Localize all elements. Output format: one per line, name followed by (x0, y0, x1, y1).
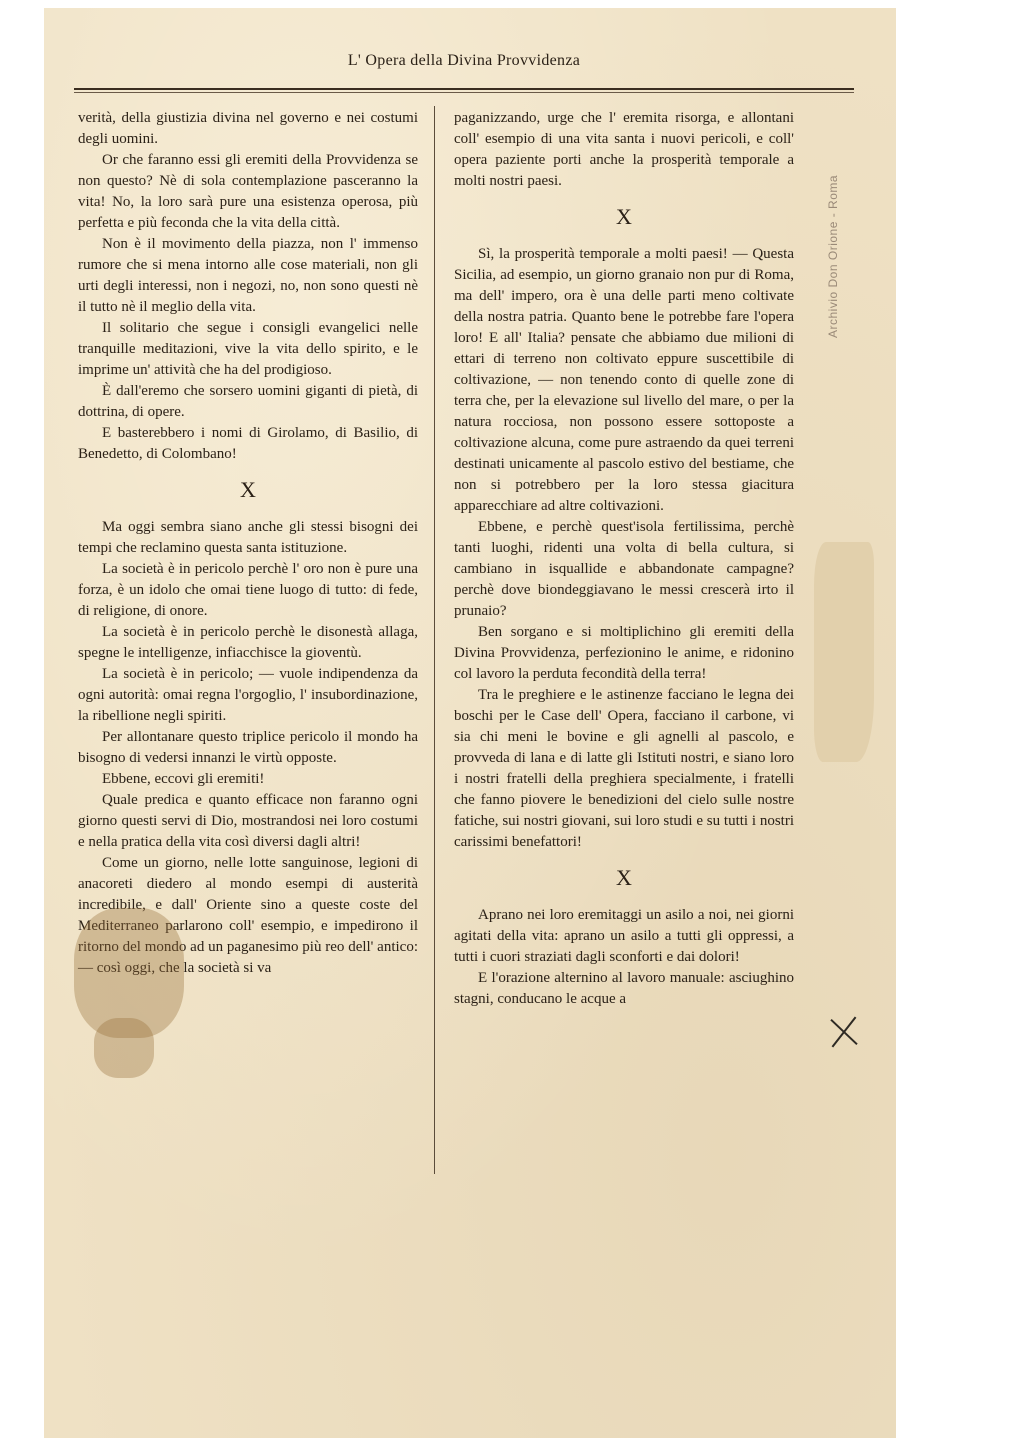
paragraph: Or che faranno essi gli eremiti della Provvidenza se non questo? Nè di sola contemplazione pasceranno la vita! No, la loro sarà pure una esistenza operosa, più perfetta e più feconda che la vita della città. (78, 152, 418, 231)
paragraph: paganizzando, urge che l' eremita risorga, e allontani coll' esempio di una vita santa i nuovi pericoli, e coll' opera paziente porti anche la prosperità temporale a molti nostri paesi. (454, 110, 794, 189)
paragraph: Quale predica e quanto efficace non faranno ogni giorno questi servi di Dio, mostrandosi nei loro costumi e nella pratica della vita così diversi dagli altri! (78, 792, 418, 850)
archive-stamp: Archivio Don Orione - Roma (826, 174, 840, 338)
section-separator: X (616, 204, 632, 229)
paragraph: Aprano nei loro eremitaggi un asilo a noi, nei giorni agitati della vita: aprano un asilo a tutti gli oppressi, a tutti i cuori straziati dagli sconforti e dai dolori! (454, 907, 794, 965)
paragraph: Sì, la prosperità temporale a molti paesi! — Questa Sicilia, ad esempio, un giorno granaio non pur di Roma, ma dell' impero, ora è una delle parti meno coltivate della nostra patria. Quanto bene le potrebbe fare l'opera loro! E all' Italia? pensate che abbiamo due milioni di ettari di terreno non coltivato eppure suscettibile di coltivazione, — non tenendo conto di quelle zone di terra che, per la elevazione sul livello del mare, o per la natura rocciosa, non possono essere sottoposte a coltivazione alcuna, come pure astraendo da quei terreni destinati unicamente al pascolo estivo del bestiame, che non si potrebbero per la loro stessa giacitura apparecchiare ad altre coltivazioni. (454, 246, 794, 514)
paragraph: È dall'eremo che sorsero uomini giganti di pietà, di dottrina, di opere. (78, 383, 418, 420)
left-column (78, 108, 418, 979)
header-rule (74, 88, 854, 90)
paragraph: La società è in pericolo; — vuole indipendenza da ogni autorità: omai regna l'orgoglio, l' insubordinazione, la ribellione negli spiriti. (78, 666, 418, 724)
right-column (454, 108, 794, 1010)
paragraph: La società è in pericolo perchè le disonestà allaga, spegne le intelligenze, infiacchisce la gioventù. (78, 624, 418, 661)
pencil-cross-mark-icon (818, 1006, 869, 1057)
newspaper-page (44, 8, 896, 1438)
paragraph: Come un giorno, nelle lotte sanguinose, legioni di anacoreti diedero al mondo esempi di austerità incredibile, e dall' Oriente sino a queste coste del Mediterraneo parlarono coll' esempio, e impedirono il ritorno del mondo ad un paganesimo più reo dell' antico: — così oggi, che la società si va (78, 855, 418, 976)
water-stain (94, 1018, 154, 1078)
paper-tear (814, 542, 874, 762)
paragraph: verità, della giustizia divina nel governo e nei costumi degli uomini. (78, 110, 418, 147)
header-rule-thin (74, 92, 854, 93)
paragraph: Non è il movimento della piazza, non l' immenso rumore che si mena intorno alle cose materiali, non gli urti degli interessi, non i negozi, no, non sono questi nè il tutto nè il meglio della vita. (78, 236, 418, 315)
paragraph: E l'orazione alternino al lavoro manuale: asciughino stagni, conducano le acque a (454, 970, 794, 1007)
paragraph: La società è in pericolo perchè l' oro non è pure una forza, è un idolo che omai tiene luogo di tutto: di fede, di religione, di onore. (78, 561, 418, 619)
section-separator: X (240, 477, 256, 502)
paragraph: Ebbene, eccovi gli eremiti! (102, 771, 265, 787)
paragraph: Tra le preghiere e le astinenze facciano le legna dei boschi per le Case dell' Opera, facciano il carbone, vi sia chi meni le bovine e gli agnelli al pascolo, e provveda di lana e di latte gli Istituti nostri, e siano loro i nostri fratelli della preghiera specialmente, i fratelli che fanno piovere le benedizioni del cielo sulle nostre fatiche, sui nostri giovani, sui loro studi e su tutti i nostri carissimi benefattori! (454, 687, 794, 850)
paragraph: Ben sorgano e si moltiplichino gli eremiti della Divina Provvidenza, perfezionino le anime, e ridonino col lavoro la perduta fecondità della terra! (454, 624, 794, 682)
column-divider (434, 106, 435, 1174)
page-header: L' Opera della Divina Provvidenza (347, 52, 581, 69)
paragraph: Ebbene, e perchè quest'isola fertilissima, perchè tanti luoghi, ridenti una volta di bella cultura, si cambiano in isquallide e abbandonate campagne? perchè dove biondeggiavano le messi crescerà irto il prunaio? (454, 519, 794, 619)
paragraph: Ma oggi sembra siano anche gli stessi bisogni dei tempi che reclamino questa santa istituzione. (78, 519, 418, 556)
paragraph: E basterebbero i nomi di Girolamo, di Basilio, di Benedetto, di Colombano! (78, 425, 418, 462)
paragraph: Per allontanare questo triplice pericolo il mondo ha bisogno di vedersi innanzi le virtù opposte. (78, 729, 418, 766)
paragraph: Il solitario che segue i consigli evangelici nelle tranquille meditazioni, vive la vita dello spirito, e le imprime un' attività che ha del prodigioso. (78, 320, 418, 378)
section-separator: X (616, 865, 632, 890)
